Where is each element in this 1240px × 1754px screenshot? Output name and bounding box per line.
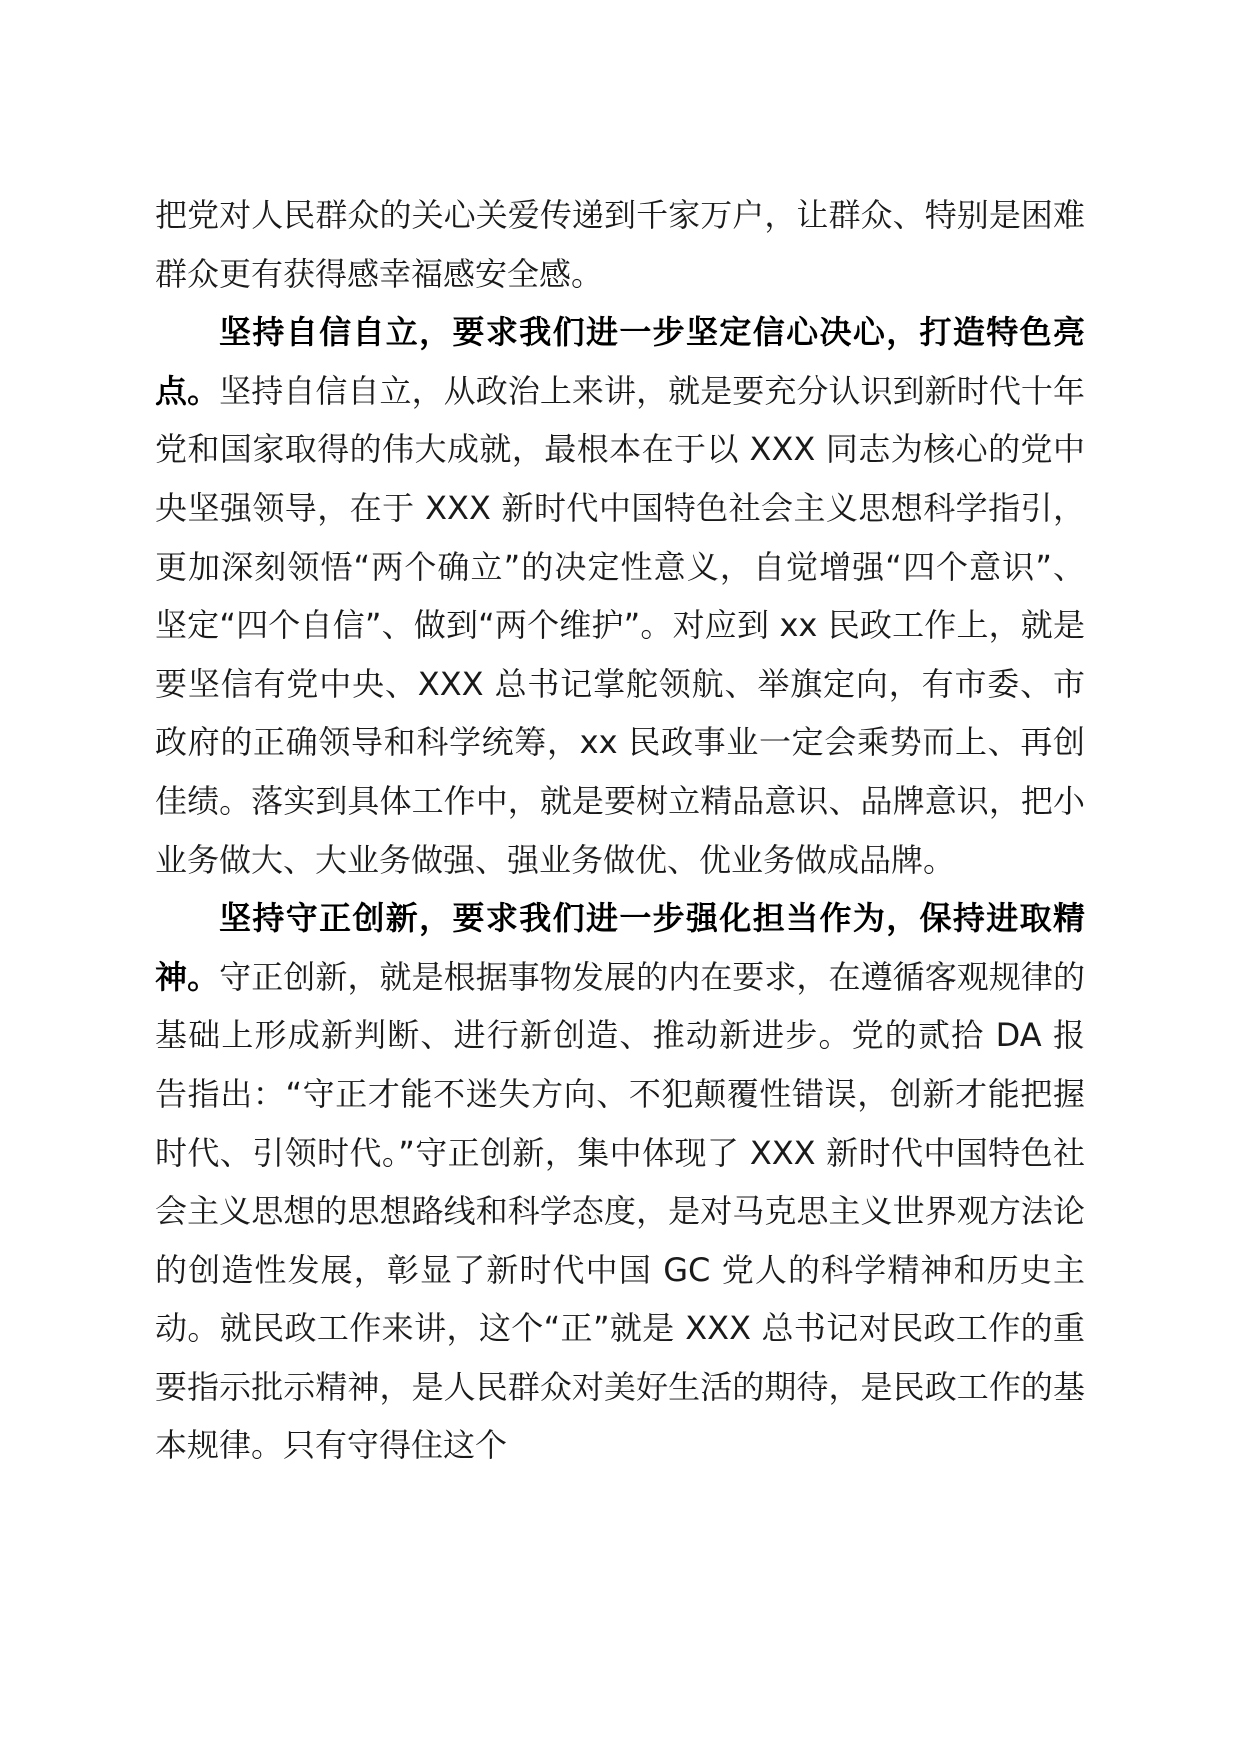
paragraph-2-body: 坚持自信自立，从政治上来讲，就是要充分认识到新时代十年党和国家取得的伟大成就，最根本在于以 XXX 同志为核心的党中央坚强领导，在于 XXX 新时代中国特色社会主义思想科学指引，更加深刻领悟“两个确立”的决定性意义，自觉增强“四个意识”、坚定“四个自信”、做到“两个维护”。对应到 xx 民政工作上，就是要坚信有党中央、XXX 总书记掌舵领航、举旗定向，有市委、市政府的正确领导和科学统筹，xx 民政事业一定会乘势而上、再创佳绩。落实到具体工作中，就是要树立精品意识、品牌意识，把小业务做大、大业务做强、强业务做优、优业务做成品牌。 (155, 371, 1085, 879)
document-page (155, 186, 1085, 1475)
paragraph-3-lead: 坚持守正创新，要求我们进一步强化担当作为，保持进取精神。 (155, 899, 1085, 996)
paragraph-3 (155, 889, 1085, 1475)
paragraph-2 (155, 303, 1085, 889)
paragraph-2-lead: 坚持自信自立，要求我们进一步坚定信心决心，打造特色亮点。 (155, 313, 1085, 410)
paragraph-3-body: 守正创新，就是根据事物发展的内在要求，在遵循客观规律的基础上形成新判断、进行新创造、推动新进步。党的贰拾 DA 报告指出：“守正才能不迷失方向、不犯颠覆性错误，创新才能把握时代、引领时代。”守正创新，集中体现了 XXX 新时代中国特色社会主义思想的思想路线和科学态度，是对马克思主义世界观方法论的创造性发展，彰显了新时代中国 GC 党人的科学精神和历史主动。就民政工作来讲，这个“正”就是 XXX 总书记对民政工作的重要指示批示精神，是人民群众对美好生活的期待，是民政工作的基本规律。只有守得住这个 (155, 957, 1085, 1465)
paragraph-1 (155, 186, 1085, 303)
paragraph-1-body: 把党对人民群众的关心关爱传递到千家万户，让群众、特别是困难群众更有获得感幸福感安全感。 (155, 196, 1085, 293)
